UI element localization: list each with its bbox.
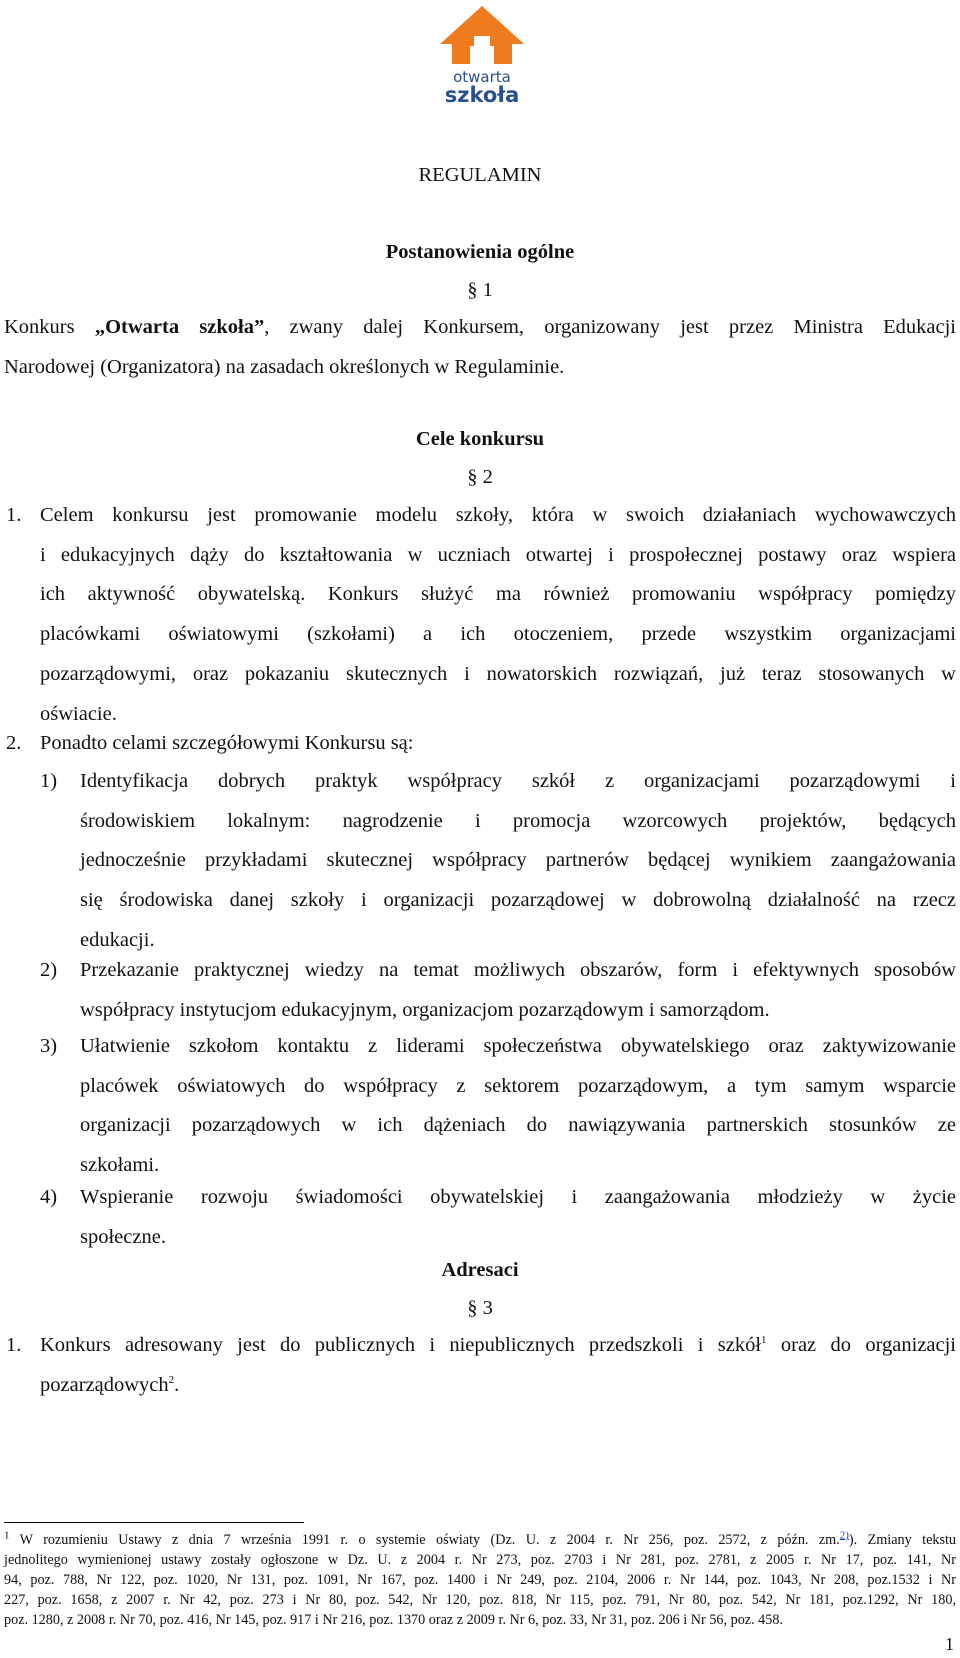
section2-point1-text xyxy=(40,496,956,734)
section1-heading: Postanowienia ogólne xyxy=(385,241,575,263)
subpoint-number: 4) xyxy=(40,1186,58,1208)
section3-paragraph-mark: § 3 xyxy=(467,1297,493,1319)
text-line: społeczne. xyxy=(80,1225,166,1248)
section3-point1-d: . xyxy=(174,1373,180,1396)
logo-line1: otwarta xyxy=(453,68,511,86)
footnote-line: 227, poz. 1658, z 2007 r. Nr 42, poz. 273 i Nr 80, poz. 542, Nr 120, poz. 818, Nr 115, poz. 791, Nr 80, poz. 542, Nr 181, poz.1292, Nr 180, xyxy=(4,1592,956,1608)
section2-paragraph-mark: § 2 xyxy=(467,466,493,488)
text-line: ich aktywność obywatelską. Konkurs służyć ma również promowaniu współpracy pomiędzy xyxy=(40,583,956,606)
footnote-link[interactable]: 2) xyxy=(839,1529,849,1542)
footnote-line: poz. 1280, z 2008 r. Nr 70, poz. 416, Nr 145, poz. 917 i Nr 216, poz. 1370 oraz z 2009 r. Nr 6, poz. 33, Nr 31, poz. 206 i Nr 56, poz. 458. xyxy=(4,1612,784,1628)
section2-point2-number: 2. xyxy=(6,732,22,754)
footnote-line-end: ). Zmiany tekstu xyxy=(848,1532,957,1548)
text-line: współpracy instytucjom edukacyjnym, organizacjom pozarządowym i samorządom. xyxy=(80,998,770,1021)
text-line: i edukacyjnych dąży do kształtowania w uczniach otwartej i prospołecznej postawy oraz wspiera xyxy=(40,543,956,566)
section2-heading: Cele konkursu xyxy=(415,428,545,450)
text-line: placówek oświatowych do współpracy z sektorem pozarządowym, a tym samym wsparcie xyxy=(80,1074,956,1097)
footnote-ref-2[interactable]: 2 xyxy=(168,1373,175,1386)
section3-point1-c: pozarządowych xyxy=(40,1373,169,1396)
section3-point1-a: Konkurs adresowany jest do publicznych i niepublicznych przedszkoli i szkół xyxy=(40,1334,762,1356)
subpoint-text xyxy=(80,1178,956,1257)
text-line: placówkami oświatowymi (szkołami) a ich otoczeniem, przede wszystkim organizacjami xyxy=(40,623,956,646)
text-line: pozarządowymi, oraz pokazaniu skutecznych i nowatorskich rozwiązań, już teraz stosowanych w xyxy=(40,662,956,685)
subpoint-number: 2) xyxy=(40,959,58,981)
subpoint-number: 1) xyxy=(40,770,58,792)
section3-heading: Adresaci xyxy=(441,1259,519,1281)
footnote xyxy=(4,1530,956,1630)
text-line: jednocześnie przykładami skutecznej współpracy partnerów będącej wynikiem zaangażowania xyxy=(80,849,956,872)
text-line: Celem konkursu jest promowanie modelu szkoły, która w swoich działaniach wychowawczych xyxy=(40,504,956,526)
section3-point1-text xyxy=(40,1326,956,1405)
otwarta-szkola-logo xyxy=(432,6,532,106)
section3-point1-b: oraz do organizacji xyxy=(766,1334,957,1356)
section2-point2-text: Ponadto celami szczegółowymi Konkursu są: xyxy=(40,732,414,754)
footnote-ref-1[interactable]: 1 xyxy=(761,1334,767,1347)
text-line: edukacji. xyxy=(80,928,155,951)
text-line: oświacie. xyxy=(40,702,117,725)
section1-text-a: Konkurs xyxy=(4,316,95,338)
subpoint-text xyxy=(80,762,956,961)
section1-paragraph-mark: § 1 xyxy=(467,279,493,301)
subpoint-text xyxy=(80,1027,956,1186)
subpoint-text xyxy=(80,951,956,1030)
section2-point1-number: 1. xyxy=(6,504,22,526)
text-line: Identyfikacja dobrych praktyk współpracy szkół z organizacjami pozarządowymi i xyxy=(80,770,956,792)
page-number: 1 xyxy=(945,1634,954,1654)
footnote-line: 94, poz. 788, Nr 122, poz. 1020, Nr 131, poz. 1091, Nr 167, poz. 1400 i Nr 249, poz. 2104, 2006 r. Nr 144, poz. 1043, Nr 208, poz.1532 i Nr xyxy=(4,1572,956,1588)
section3-point1-number: 1. xyxy=(6,1334,22,1356)
text-line: Ułatwienie szkołom kontaktu z liderami społeczeństwa obywatelskiego oraz zaktywizowanie xyxy=(80,1035,956,1057)
section1-text-bold: „Otwarta szkoła” xyxy=(94,316,265,338)
section1-text-b: , zwany dalej Konkursem, organizowany jest przez Ministra Edukacji xyxy=(264,316,956,338)
footnote-line: jednolitego wymienionej ustawy zostały ogłoszone w Dz. U. z 2004 r. Nr 273, poz. 2703 i Nr 281, poz. 2781, z 2005 r. Nr 17, poz. 141, Nr xyxy=(4,1552,956,1568)
house-roof-icon xyxy=(432,6,532,106)
section1-text-line2: Narodowej (Organizatora) na zasadach określonych w Regulaminie. xyxy=(4,355,565,378)
section1-text xyxy=(4,308,956,387)
footnote-line: W rozumieniu Ustawy z dnia 7 września 1991 r. o systemie oświaty (Dz. U. z 2004 r. Nr 256, poz. 2572, z późn. zm. xyxy=(19,1532,840,1548)
text-line: organizacji pozarządowych w ich dążeniach do nawiązywania partnerskich stosunków ze xyxy=(80,1114,956,1137)
footnote-mark: 1 xyxy=(4,1529,10,1542)
text-line: środowiskiem lokalnym: nagrodzenie i promocja wzorcowych projektów, będących xyxy=(80,809,956,832)
text-line: Wspieranie rozwoju świadomości obywatelskiej i zaangażowania młodzieży w życie xyxy=(80,1186,956,1208)
subpoint-number: 3) xyxy=(40,1035,58,1057)
logo-line2: szkoła xyxy=(444,83,520,106)
footnote-divider xyxy=(4,1522,304,1523)
text-line: szkołami. xyxy=(80,1154,160,1177)
text-line: Przekazanie praktycznej wiedzy na temat możliwych obszarów, form i efektywnych sposobów xyxy=(80,959,956,981)
document-title: REGULAMIN xyxy=(418,164,542,186)
text-line: się środowiska danej szkoły i organizacji pozarządowej w dobrowolną działalność na rzecz xyxy=(80,889,956,912)
